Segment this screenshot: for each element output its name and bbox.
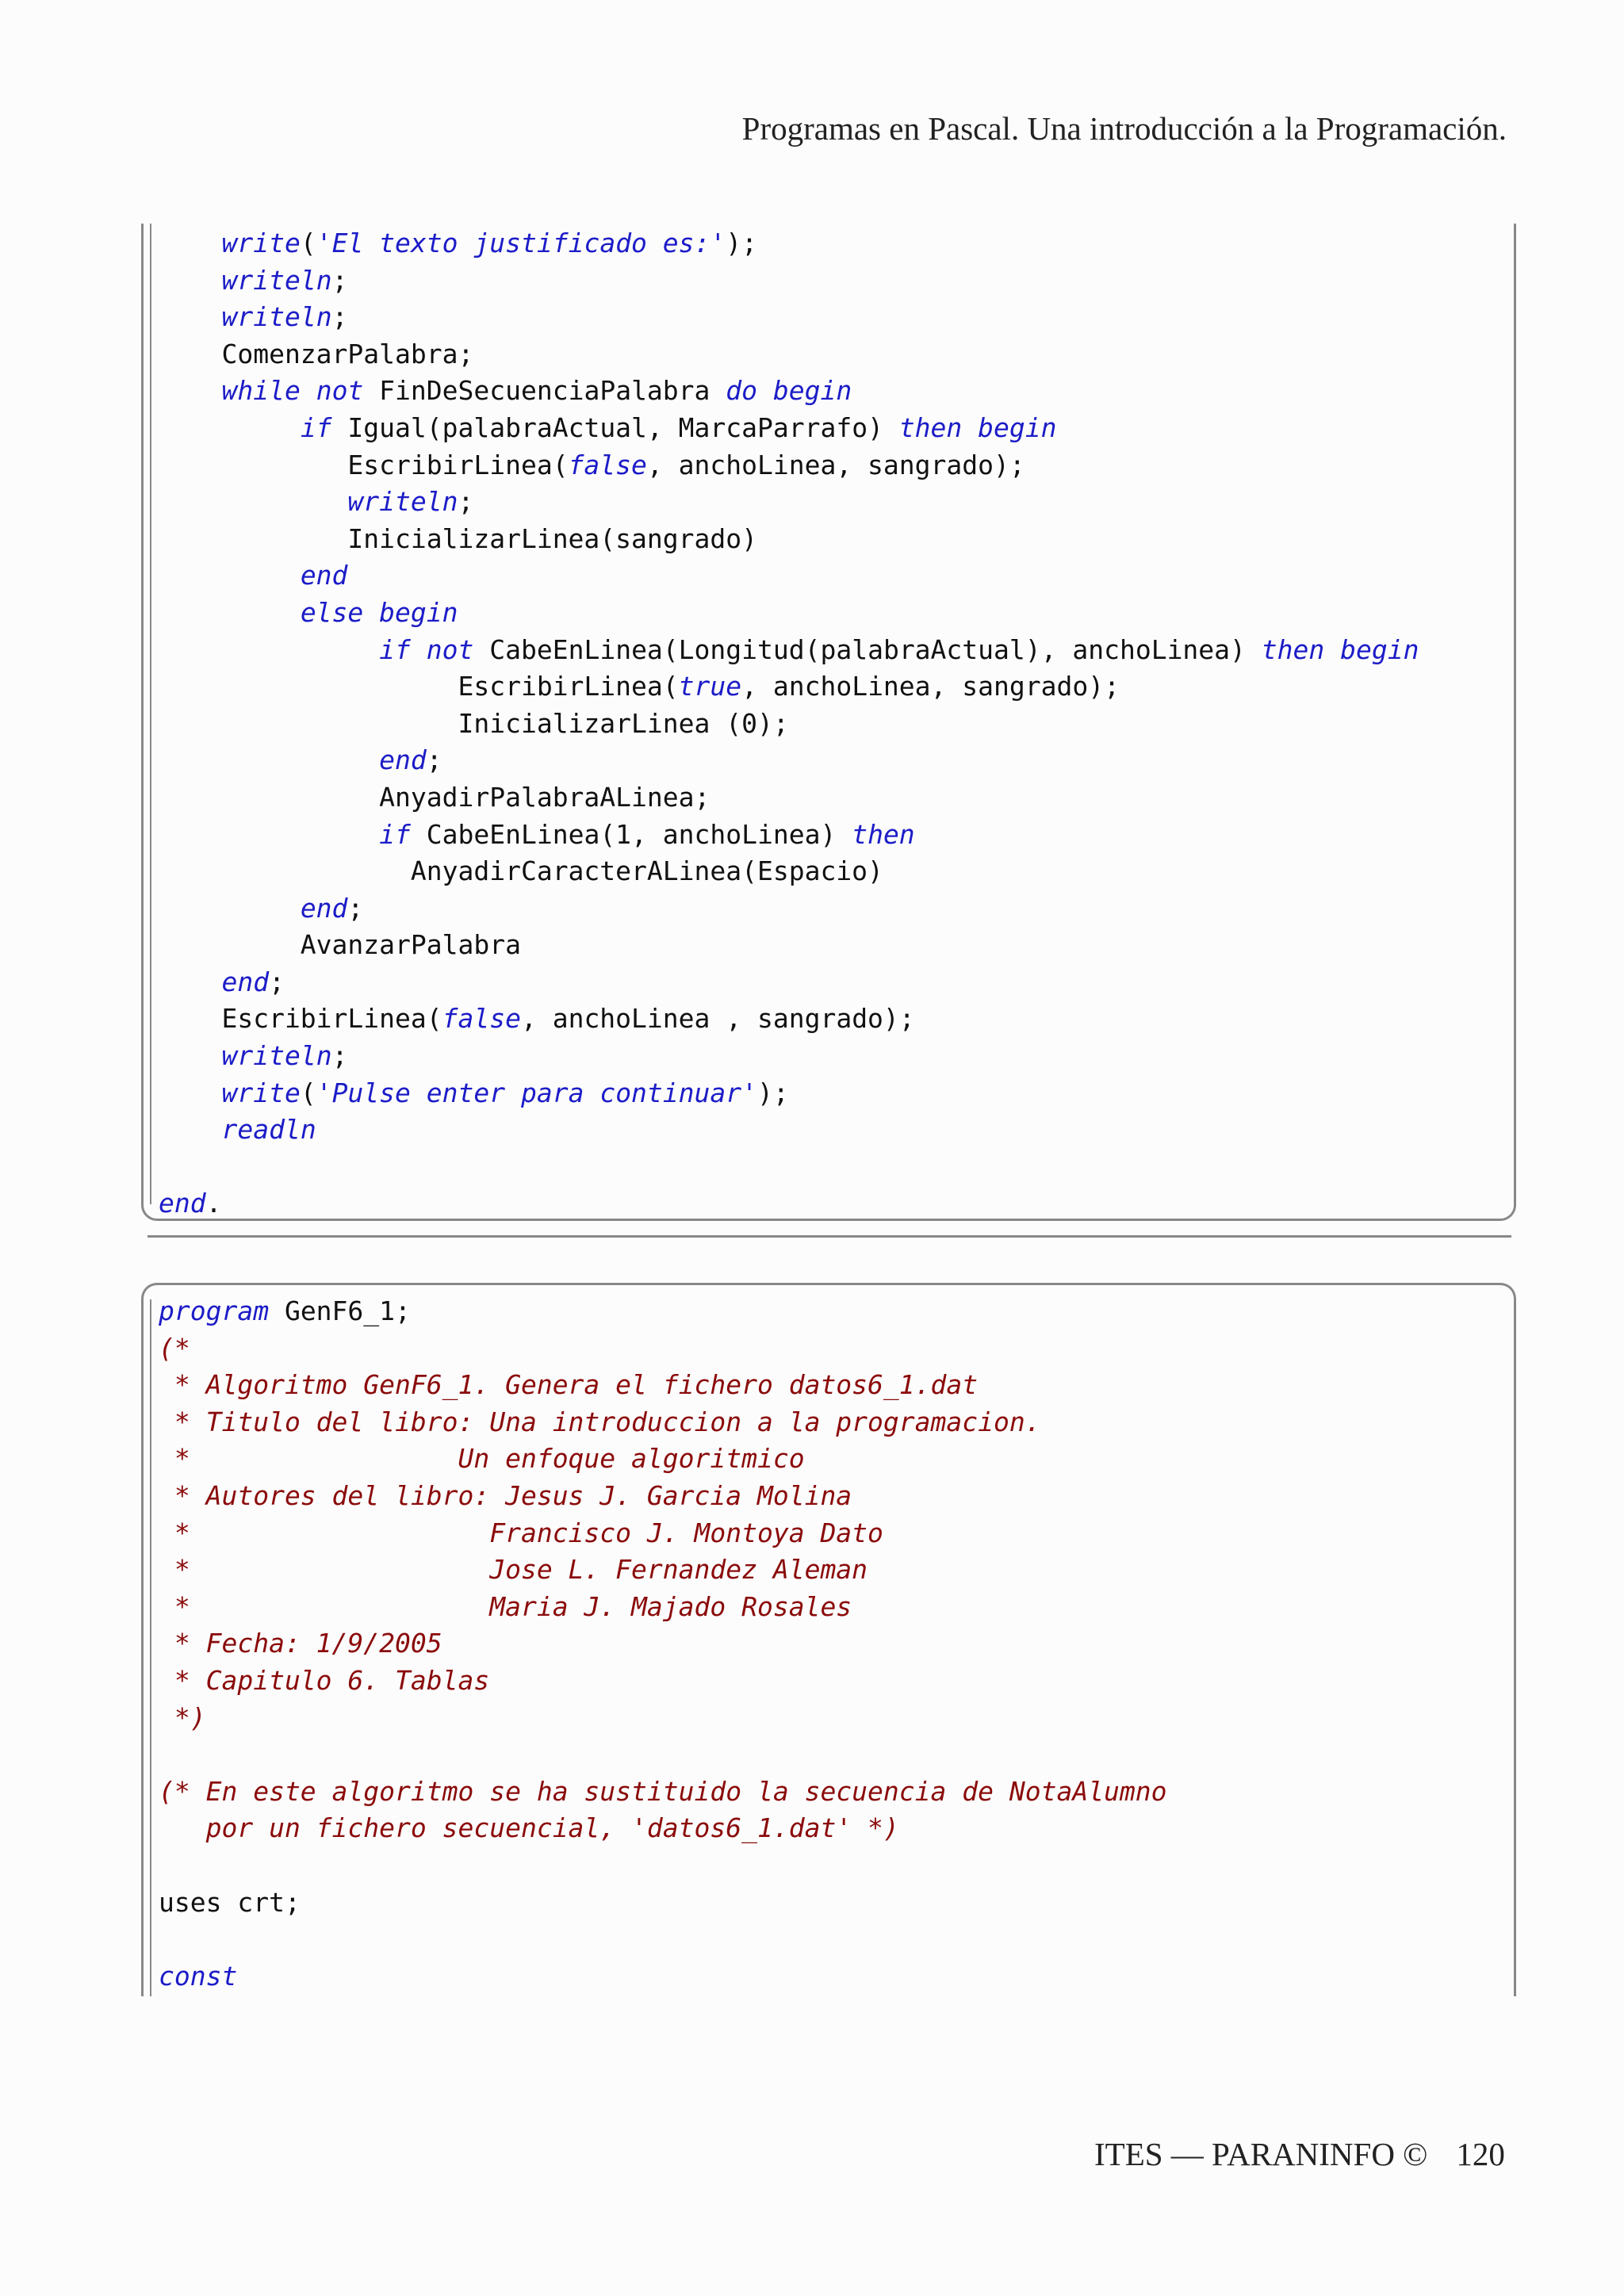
code-text: uses crt;	[159, 1886, 301, 1918]
code-text: , anchoLinea, sangrado);	[646, 449, 1025, 480]
code-line	[159, 1112, 1419, 1149]
code-keyword: writeln	[221, 264, 332, 296]
code-line	[159, 668, 1419, 706]
code-line	[159, 1441, 1167, 1478]
code-comment: *)	[159, 1701, 206, 1733]
code-keyword: end	[300, 892, 348, 924]
code-text: CabeEnLinea(1, anchoLinea)	[410, 818, 852, 850]
code-line	[159, 521, 1419, 558]
code-keyword: writeln	[347, 486, 458, 518]
code-line	[159, 225, 1419, 262]
code-line	[159, 299, 1419, 336]
code-text: ;	[331, 264, 348, 296]
code-line	[159, 1921, 1167, 1958]
code-text: , anchoLinea , sangrado);	[520, 1003, 915, 1035]
code-line	[159, 410, 1419, 447]
code-line	[159, 1847, 1167, 1885]
code-text: EscribirLinea(	[159, 449, 569, 480]
code-line	[159, 557, 1419, 595]
code-keyword: end	[221, 966, 270, 997]
code-keyword: if	[379, 818, 411, 850]
code-text	[159, 966, 221, 997]
code-line	[159, 1663, 1167, 1700]
code-comment: * Capitulo 6. Tablas	[159, 1664, 490, 1696]
code-text	[1324, 634, 1340, 665]
code-string: 'Pulse enter para continuar'	[316, 1077, 757, 1108]
code-line	[159, 1001, 1419, 1038]
code-comment: * Algoritmo GenF6_1. Genera el fichero datos6_1.dat	[159, 1369, 979, 1401]
code-keyword: begin	[379, 596, 458, 628]
code-keyword: begin	[772, 375, 852, 407]
code-text	[159, 560, 301, 591]
code-line	[159, 1038, 1419, 1075]
code-line	[159, 1885, 1167, 1922]
code-line	[159, 1404, 1167, 1441]
code-text	[159, 819, 379, 850]
code-text	[159, 893, 301, 924]
code-line	[159, 373, 1419, 410]
code-text: .	[205, 1188, 222, 1219]
code-text: ;	[426, 744, 442, 776]
code-line	[159, 632, 1419, 669]
code-text	[159, 1040, 221, 1071]
code-keyword: not	[316, 375, 364, 407]
code-line	[159, 706, 1419, 743]
code-text: ;	[331, 1040, 348, 1072]
code-comment: * Autores del libro: Jesus J. Garcia Molina	[159, 1479, 852, 1511]
code-text: ;	[347, 892, 364, 924]
code-text	[757, 375, 773, 406]
code-keyword: if	[300, 411, 332, 443]
code-line	[159, 1185, 1419, 1223]
code-comment: * Francisco J. Montoya Dato	[159, 1517, 883, 1548]
code-keyword: writeln	[221, 1040, 332, 1072]
code-text: InicializarLinea(sangrado)	[159, 522, 757, 554]
code-line	[159, 742, 1419, 779]
code-line	[159, 1774, 1167, 1811]
code-line	[159, 447, 1419, 484]
code-keyword: end	[159, 1188, 206, 1219]
code-keyword: begin	[978, 411, 1057, 443]
running-header: Programas en Pascal. Una introducción a la Programación.	[741, 110, 1507, 147]
code-keyword: then	[852, 818, 915, 850]
code-listing-genf6-1	[159, 1293, 1167, 1995]
code-line	[159, 1625, 1167, 1663]
code-line	[159, 1330, 1167, 1368]
code-line	[159, 595, 1419, 632]
code-line	[159, 890, 1419, 928]
code-text: AnyadirCaracterALinea(Espacio)	[159, 855, 883, 887]
code-keyword: false	[568, 449, 647, 480]
code-text: AnyadirPalabraALinea;	[159, 781, 710, 813]
code-keyword: do	[726, 375, 758, 407]
code-text: ;	[458, 486, 474, 518]
code-keyword: program	[159, 1295, 270, 1326]
code-line	[159, 1958, 1167, 1996]
code-keyword: const	[159, 1960, 238, 1992]
code-comment: * Titulo del libro: Una introduccion a la programacion.	[159, 1406, 1041, 1437]
code-line	[159, 1075, 1419, 1112]
code-text	[159, 1077, 221, 1108]
code-keyword: writeln	[221, 301, 332, 333]
code-comment: * Maria J. Majado Rosales	[159, 1590, 852, 1622]
code-keyword: true	[678, 671, 742, 702]
code-keyword: end	[379, 744, 427, 776]
code-text	[159, 412, 301, 443]
code-string: 'El texto justificado es:'	[316, 228, 726, 258]
code-text: CabeEnLinea(Longitud(palabraActual), anchoLinea)	[473, 633, 1262, 665]
code-line	[159, 262, 1419, 300]
code-text: , anchoLinea, sangrado);	[741, 671, 1120, 702]
code-text: ;	[269, 966, 285, 997]
code-text: (	[300, 228, 316, 258]
code-line	[159, 484, 1419, 521]
code-keyword: while	[221, 375, 301, 407]
code-keyword: readln	[221, 1114, 316, 1146]
code-text: ComenzarPalabra;	[159, 338, 474, 369]
code-line	[159, 1293, 1167, 1330]
code-comment: (*	[159, 1332, 190, 1364]
code-text: EscribirLinea(	[159, 1003, 442, 1035]
code-text	[159, 597, 301, 628]
code-line	[159, 927, 1419, 964]
code-frame-divider	[147, 1235, 1511, 1238]
code-text: ;	[331, 301, 348, 333]
code-keyword: then	[898, 411, 963, 443]
code-text: FinDeSecuenciaPalabra	[363, 375, 726, 407]
code-line	[159, 1736, 1167, 1774]
code-line	[159, 964, 1419, 1001]
code-text: );	[757, 1077, 789, 1108]
code-keyword: begin	[1340, 633, 1419, 665]
code-comment: por un fichero secuencial, 'datos6_1.dat' *)	[159, 1812, 899, 1844]
code-text	[159, 265, 221, 296]
publisher-credit: ITES — PARANINFO ©	[1094, 2136, 1428, 2172]
code-text: (	[300, 1077, 316, 1108]
page-footer	[1094, 2135, 1505, 2173]
code-keyword: write	[221, 228, 301, 258]
code-keyword: false	[442, 1003, 521, 1035]
code-line	[159, 1478, 1167, 1515]
code-comment: * Jose L. Fernandez Aleman	[159, 1554, 868, 1586]
code-line	[159, 853, 1419, 890]
code-keyword: else	[300, 596, 364, 628]
code-text: AvanzarPalabra	[159, 929, 521, 961]
code-line	[159, 1149, 1419, 1186]
code-text	[159, 1114, 221, 1145]
code-text	[301, 375, 316, 406]
code-comment: (* En este algoritmo se ha sustituido la secuencia de NotaAlumno	[159, 1775, 1167, 1807]
code-text	[962, 412, 978, 443]
code-keyword: then	[1261, 633, 1325, 665]
code-text: GenF6_1;	[269, 1295, 411, 1326]
code-text: );	[726, 228, 758, 258]
code-line	[159, 1515, 1167, 1552]
code-text: InicializarLinea (0);	[159, 707, 789, 739]
code-line	[159, 1367, 1167, 1404]
code-text	[411, 634, 427, 665]
code-keyword: not	[426, 633, 474, 665]
code-comment: * Un enfoque algoritmico	[159, 1443, 805, 1475]
code-line	[159, 1700, 1167, 1737]
code-line	[159, 817, 1419, 854]
code-text	[159, 228, 221, 258]
code-comment: * Fecha: 1/9/2005	[159, 1628, 442, 1659]
code-keyword: if	[379, 633, 411, 665]
code-text	[159, 486, 347, 517]
code-keyword: end	[300, 560, 348, 591]
code-line	[159, 336, 1419, 373]
code-line	[159, 779, 1419, 817]
code-text	[159, 634, 379, 665]
code-text	[159, 375, 221, 406]
code-keyword: write	[221, 1077, 301, 1108]
code-text	[363, 597, 379, 628]
code-text	[159, 744, 379, 775]
page-number: 120	[1456, 2136, 1505, 2172]
code-text: EscribirLinea(	[159, 671, 679, 702]
code-listing-continued	[159, 225, 1419, 1223]
code-text: Igual(palabraActual, MarcaParrafo)	[331, 411, 899, 443]
code-line	[159, 1810, 1167, 1847]
code-line	[159, 1552, 1167, 1589]
code-line	[159, 1589, 1167, 1626]
code-text	[159, 301, 221, 332]
